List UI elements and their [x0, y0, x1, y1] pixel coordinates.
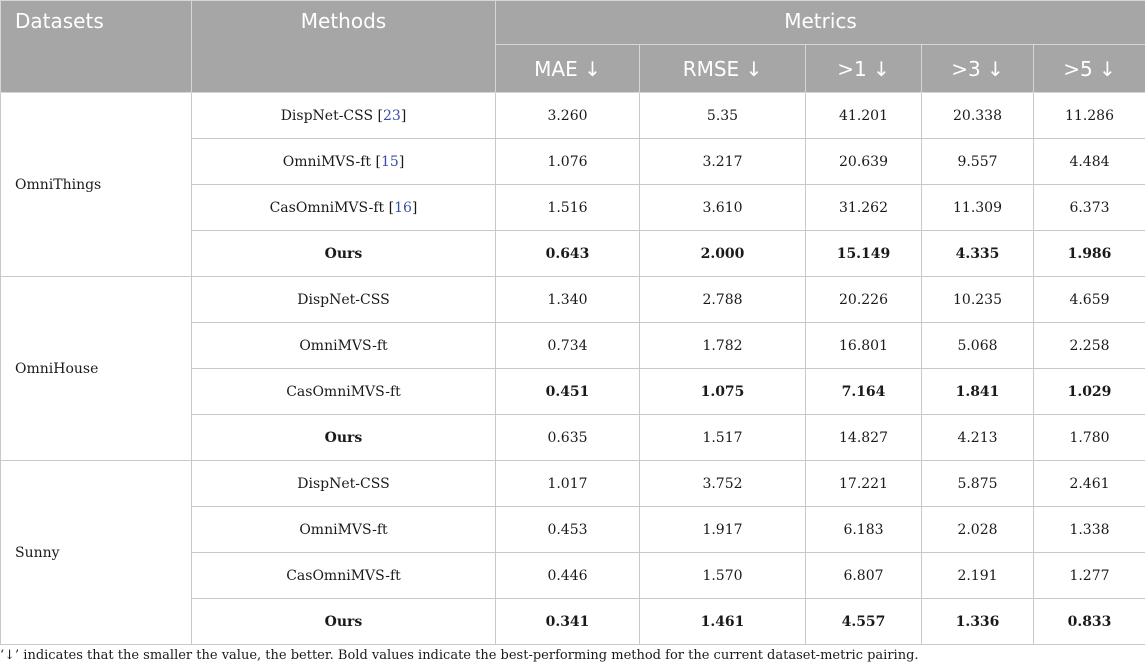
citation-link[interactable]: 23: [383, 107, 401, 124]
metric-value: 1.075: [640, 369, 806, 415]
metric-value: 11.286: [1034, 93, 1145, 139]
metric-value: 2.028: [922, 507, 1034, 553]
metric-value: 20.226: [806, 277, 922, 323]
citation-link[interactable]: 15: [380, 153, 399, 170]
metric-value: 5.875: [922, 461, 1034, 507]
metric-value: 1.076: [496, 139, 640, 185]
metric-value: 1.338: [1034, 507, 1145, 553]
method-name: OmniMVS-ft: [282, 153, 372, 170]
metric-value: 2.788: [640, 277, 806, 323]
metric-value: 20.338: [922, 93, 1034, 139]
header-metric-mae: MAE ↓: [496, 45, 640, 93]
metric-value: 0.446: [496, 553, 640, 599]
metric-value: 5.35: [640, 93, 806, 139]
metric-value: 4.335: [922, 231, 1034, 277]
method-cell: DispNet-CSS [23]: [192, 93, 496, 139]
metric-value: 5.068: [922, 323, 1034, 369]
header-metrics: Metrics: [496, 1, 1145, 45]
metric-value: 3.217: [640, 139, 806, 185]
method-name: DispNet-CSS: [297, 291, 390, 308]
metric-value: 4.484: [1034, 139, 1145, 185]
metric-value: 2.461: [1034, 461, 1145, 507]
metric-value: 11.309: [922, 185, 1034, 231]
method-cell: [192, 553, 496, 599]
dataset-name: Sunny: [1, 461, 192, 645]
metric-value: 3.610: [640, 185, 806, 231]
metric-value: 2.258: [1034, 323, 1145, 369]
metric-value: 4.659: [1034, 277, 1145, 323]
dataset-name: OmniHouse: [1, 277, 192, 461]
metric-value: 41.201: [806, 93, 922, 139]
table-header: [1, 1, 1145, 93]
header-metric-rmse: RMSE ↓: [640, 45, 806, 93]
metric-value: 0.734: [496, 323, 640, 369]
metric-value: 31.262: [806, 185, 922, 231]
method-name: CasOmniMVS-ft: [269, 199, 385, 216]
metric-value: 1.029: [1034, 369, 1145, 415]
method-name: DispNet-CSS: [280, 107, 374, 124]
header-datasets: Datasets: [1, 1, 192, 93]
footnote: ‘↓’ indicates that the smaller the value, the better. Bold values indicate the best-performing method for the current dataset-metric pairing.: [0, 648, 919, 663]
table-body: [1, 93, 1145, 645]
metric-value: 1.986: [1034, 231, 1145, 277]
table-row: [1, 461, 1145, 507]
metric-value: 2.191: [922, 553, 1034, 599]
metric-value: 9.557: [922, 139, 1034, 185]
metric-value: 14.827: [806, 415, 922, 461]
metric-value: 1.570: [640, 553, 806, 599]
method-cell: [192, 277, 496, 323]
metric-value: 4.557: [806, 599, 922, 645]
table-row: [1, 93, 1145, 139]
method-name: Ours: [324, 613, 363, 630]
metric-value: 1.917: [640, 507, 806, 553]
method-cell: CasOmniMVS-ft [16]: [192, 185, 496, 231]
method-name: OmniMVS-ft: [299, 521, 388, 538]
metric-value: 0.451: [496, 369, 640, 415]
metric-value: 0.635: [496, 415, 640, 461]
method-cell: [192, 415, 496, 461]
header-metric-gt1: >1 ↓: [806, 45, 922, 93]
metric-value: 1.516: [496, 185, 640, 231]
method-cell: [192, 461, 496, 507]
metric-value: 0.643: [496, 231, 640, 277]
method-cell: [192, 599, 496, 645]
metric-value: 16.801: [806, 323, 922, 369]
header-methods: Methods: [192, 1, 496, 93]
method-name: CasOmniMVS-ft: [286, 567, 401, 584]
header-metric-gt3: >3 ↓: [922, 45, 1034, 93]
metric-value: 1.517: [640, 415, 806, 461]
metric-value: 1.277: [1034, 553, 1145, 599]
header-metric-gt5: >5 ↓: [1034, 45, 1145, 93]
method-cell: [192, 231, 496, 277]
metric-value: 1.336: [922, 599, 1034, 645]
citation-link[interactable]: 16: [394, 199, 412, 216]
method-cell: OmniMVS-ft [15]: [192, 139, 496, 185]
metric-value: 6.807: [806, 553, 922, 599]
metric-value: 4.213: [922, 415, 1034, 461]
metric-value: 2.000: [640, 231, 806, 277]
metric-value: 10.235: [922, 277, 1034, 323]
metric-value: 1.782: [640, 323, 806, 369]
method-name: Ours: [324, 245, 363, 262]
method-name: CasOmniMVS-ft: [286, 383, 401, 400]
metric-value: 1.017: [496, 461, 640, 507]
method-cell: [192, 369, 496, 415]
metric-value: 7.164: [806, 369, 922, 415]
metric-value: 20.639: [806, 139, 922, 185]
metric-value: 1.461: [640, 599, 806, 645]
table-row: [1, 277, 1145, 323]
metric-value: 1.340: [496, 277, 640, 323]
dataset-name: OmniThings: [1, 93, 192, 277]
method-name: Ours: [324, 429, 363, 446]
metric-value: 0.453: [496, 507, 640, 553]
metric-value: 3.752: [640, 461, 806, 507]
method-cell: [192, 507, 496, 553]
metric-value: 0.833: [1034, 599, 1145, 645]
method-name: DispNet-CSS: [297, 475, 390, 492]
metric-value: 3.260: [496, 93, 640, 139]
metric-value: 15.149: [806, 231, 922, 277]
metric-value: 6.183: [806, 507, 922, 553]
metric-value: 1.780: [1034, 415, 1145, 461]
metric-value: 17.221: [806, 461, 922, 507]
metric-value: 0.341: [496, 599, 640, 645]
method-cell: [192, 323, 496, 369]
metric-value: 1.841: [922, 369, 1034, 415]
method-name: OmniMVS-ft: [299, 337, 388, 354]
metric-value: 6.373: [1034, 185, 1145, 231]
